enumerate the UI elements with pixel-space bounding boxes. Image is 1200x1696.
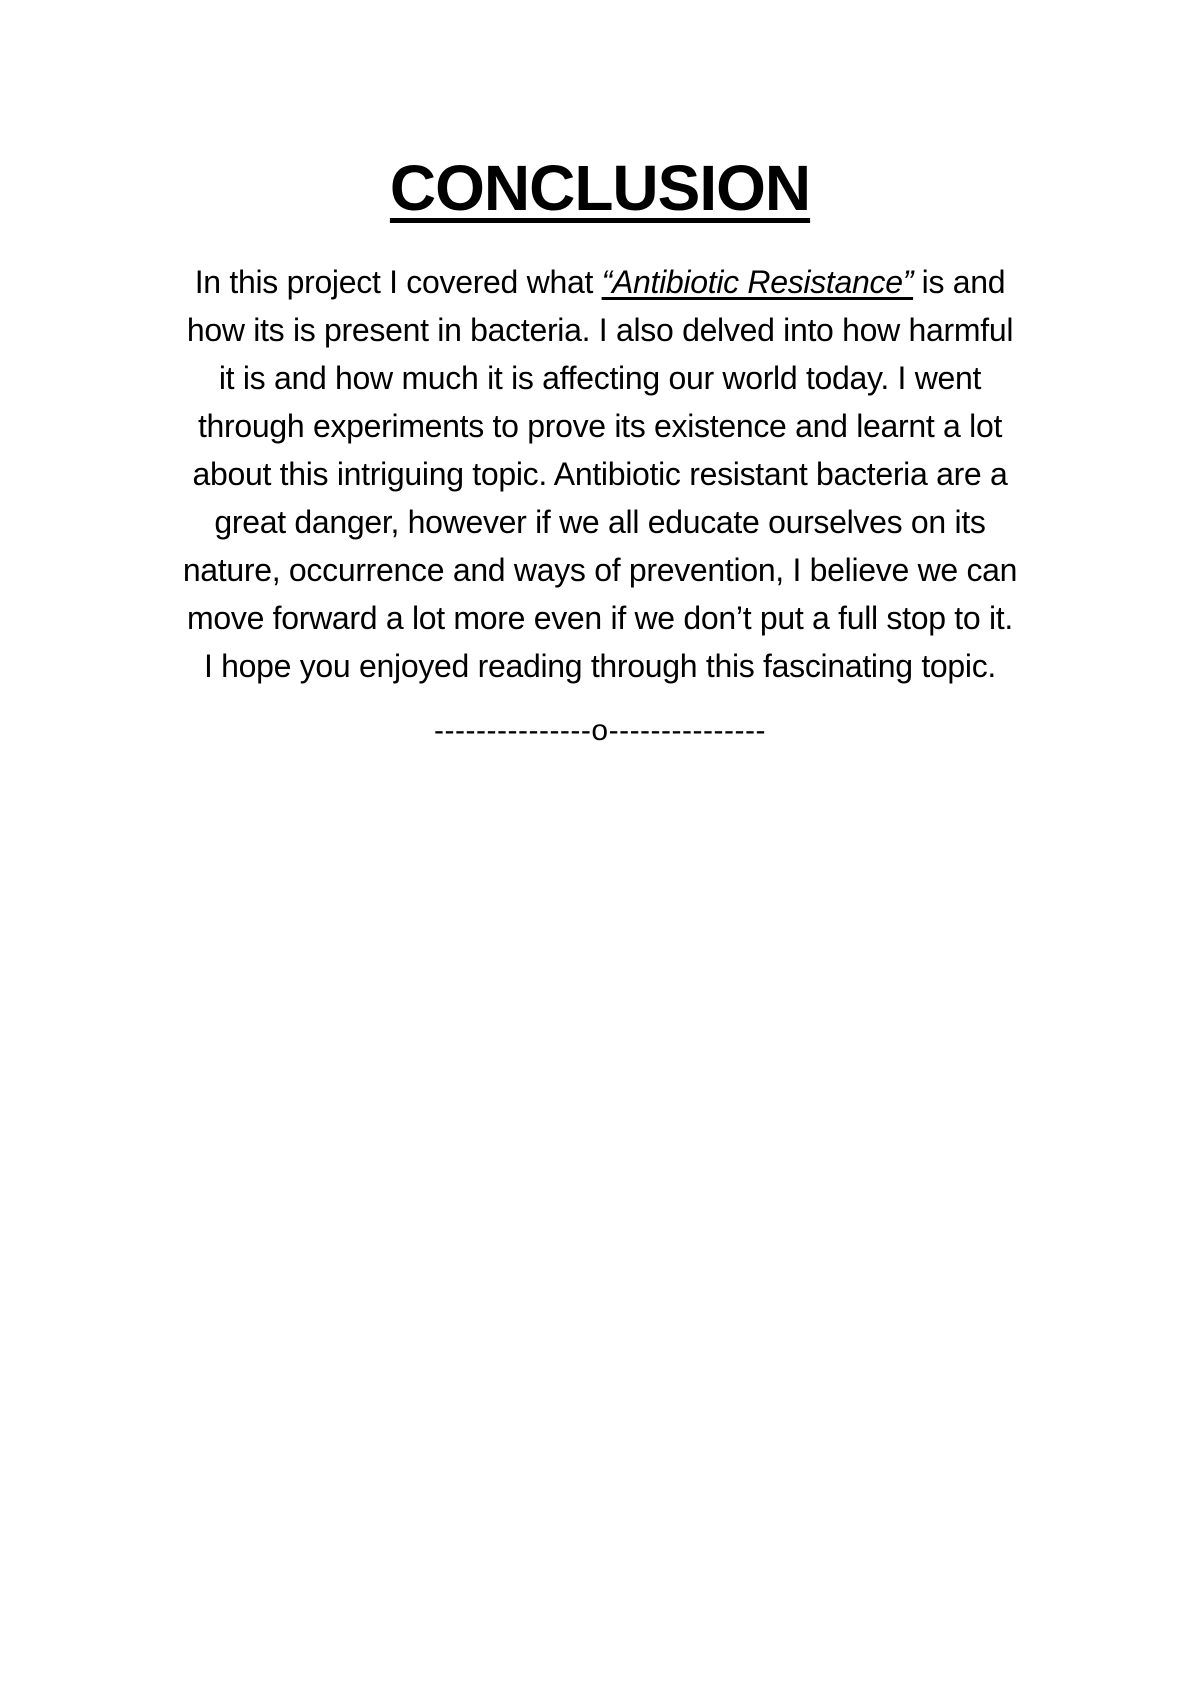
- line1-before-text: In this project I covered what: [194, 264, 602, 300]
- page-title-text: CONCLUSION: [389, 152, 811, 224]
- paragraph-line-7: nature, occurrence and ways of prevention, I believe we can: [182, 552, 1018, 588]
- paragraph-line-9: I hope you enjoyed reading through this fascinating topic.: [203, 648, 997, 684]
- conclusion-paragraph: [120, 258, 1080, 690]
- paragraph-line-5: about this intriguing topic. Antibiotic resistant bacteria are a: [192, 456, 1008, 492]
- paragraph-line-8: move forward a lot more even if we don’t put a full stop to it.: [187, 600, 1013, 636]
- line1-after-text: is and: [913, 264, 1006, 300]
- paragraph-line-2: how its is present in bacteria. I also delved into how harmful: [186, 312, 1014, 348]
- paragraph-line-4: through experiments to prove its existence and learnt a lot: [197, 408, 1003, 444]
- antibiotic-resistance-emphasis: “Antibiotic Resistance”: [601, 264, 914, 300]
- page-title: [0, 150, 1200, 227]
- paragraph-line-6: great danger, however if we all educate ourselves on its: [214, 504, 986, 540]
- end-separator: ---------------o---------------: [434, 714, 766, 747]
- paragraph-line-1: [120, 258, 1080, 306]
- paragraph-line-3: it is and how much it is affecting our world today. I went: [218, 360, 982, 396]
